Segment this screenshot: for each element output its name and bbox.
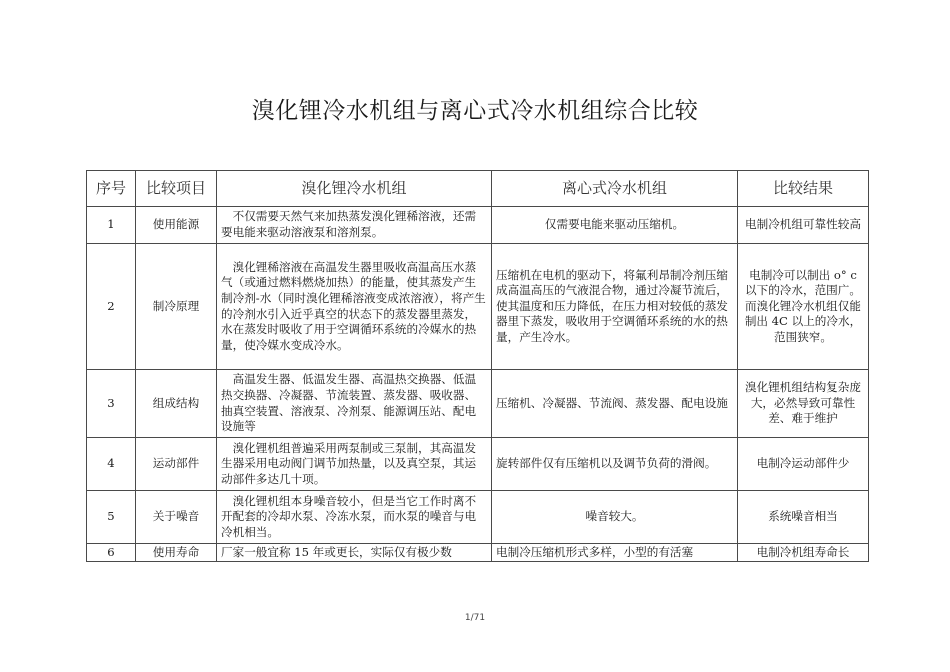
row-number: 4 xyxy=(87,438,136,491)
row-centrifugal-text: 仅需要电能来驱动压缩机。 xyxy=(492,207,738,244)
row-libr-text: 厂家一般宜称 15 年或更长，实际仅有极少数 xyxy=(217,544,492,562)
row-result: 电制冷可以制出 o° c 以下的冷水，范围广。而溴化锂冷水机组仅能制出 4C 以上的冷水，范围狭窄。 xyxy=(738,244,869,370)
row-libr-text: 不仅需要天然气来加热蒸发溴化锂稀溶液，还需要电能来驱动溶液泵和溶剂泵。 xyxy=(217,207,492,244)
table-row xyxy=(87,438,869,491)
row-centrifugal-text: 压缩机在电机的驱动下，将氟利昂制冷剂压缩成高温高压的气液混合物，通过冷凝节流后，使其温度和压力降低，在压力相对较低的蒸发器里下蒸发，吸收用于空调循环系统的水的热量，产生冷水。 xyxy=(492,244,738,370)
row-libr-text: 溴化锂机组普遍采用两泵制或三泵制，其高温发生器采用电动阀门调节加热量，以及真空泵，其运动部件多达几十项。 xyxy=(217,438,492,491)
row-result: 电制冷机组可靠性较高 xyxy=(738,207,869,244)
header-libr-chiller: 溴化锂冷水机组 xyxy=(217,171,492,207)
row-number: 1 xyxy=(87,207,136,244)
row-item: 使用寿命 xyxy=(136,544,217,562)
row-libr-text: 溴化锂稀溶液在高温发生器里吸收高温高压水蒸气（或通过燃料燃烧加热）的能量，使其蒸发产生制冷剂-水（同时溴化锂稀溶液变成浓溶液），将产生的冷剂水引入近乎真空的状态下的蒸发器里蒸发，水在蒸发时吸收了用于空调循环系统的冷媒水的热量，使冷媒水变成冷水。 xyxy=(217,244,492,370)
row-centrifugal-text: 噪音较大。 xyxy=(492,491,738,544)
row-number: 5 xyxy=(87,491,136,544)
table-row xyxy=(87,244,869,370)
table-row xyxy=(87,207,869,244)
header-centrifugal-chiller: 离心式冷水机组 xyxy=(492,171,738,207)
row-item: 关于噪音 xyxy=(136,491,217,544)
row-centrifugal-text: 电制冷压缩机形式多样，小型的有活塞 xyxy=(492,544,738,562)
row-centrifugal-text: 旋转部件仅有压缩机以及调节负荷的滑阀。 xyxy=(492,438,738,491)
table-row xyxy=(87,491,869,544)
row-item: 组成结构 xyxy=(136,370,217,438)
header-result: 比较结果 xyxy=(738,171,869,207)
page-number: 1/71 xyxy=(464,613,486,623)
row-item: 使用能源 xyxy=(136,207,217,244)
row-result: 电制冷运动部件少 xyxy=(738,438,869,491)
table-row xyxy=(87,370,869,438)
header-number: 序号 xyxy=(87,171,136,207)
row-libr-text: 高温发生器、低温发生器、高温热交换器、低温热交换器、冷凝器、节流装置、蒸发器、吸收器、抽真空装置、溶液泵、冷剂泵、能源调压站、配电设施等 xyxy=(217,370,492,438)
row-result: 系统噪音相当 xyxy=(738,491,869,544)
table-row xyxy=(87,544,869,562)
row-centrifugal-text: 压缩机、冷凝器、节流阀、蒸发器、配电设施 xyxy=(492,370,738,438)
page-title: 溴化锂冷水机组与离心式冷水机组综合比较 xyxy=(251,98,699,124)
header-item: 比较项目 xyxy=(136,171,217,207)
row-number: 6 xyxy=(87,544,136,562)
row-result: 电制冷机组寿命长 xyxy=(738,544,869,562)
row-number: 2 xyxy=(87,244,136,370)
comparison-table xyxy=(86,170,869,562)
row-item: 运动部件 xyxy=(136,438,217,491)
row-result: 溴化锂机组结构复杂庞大，必然导致可靠性差、难于维护 xyxy=(738,370,869,438)
table-header-row xyxy=(87,171,869,207)
row-item: 制冷原理 xyxy=(136,244,217,370)
row-libr-text: 溴化锂机组本身噪音较小，但是当它工作时离不开配套的冷却水泵、冷冻水泵，而水泵的噪音与电冷机相当。 xyxy=(217,491,492,544)
row-number: 3 xyxy=(87,370,136,438)
